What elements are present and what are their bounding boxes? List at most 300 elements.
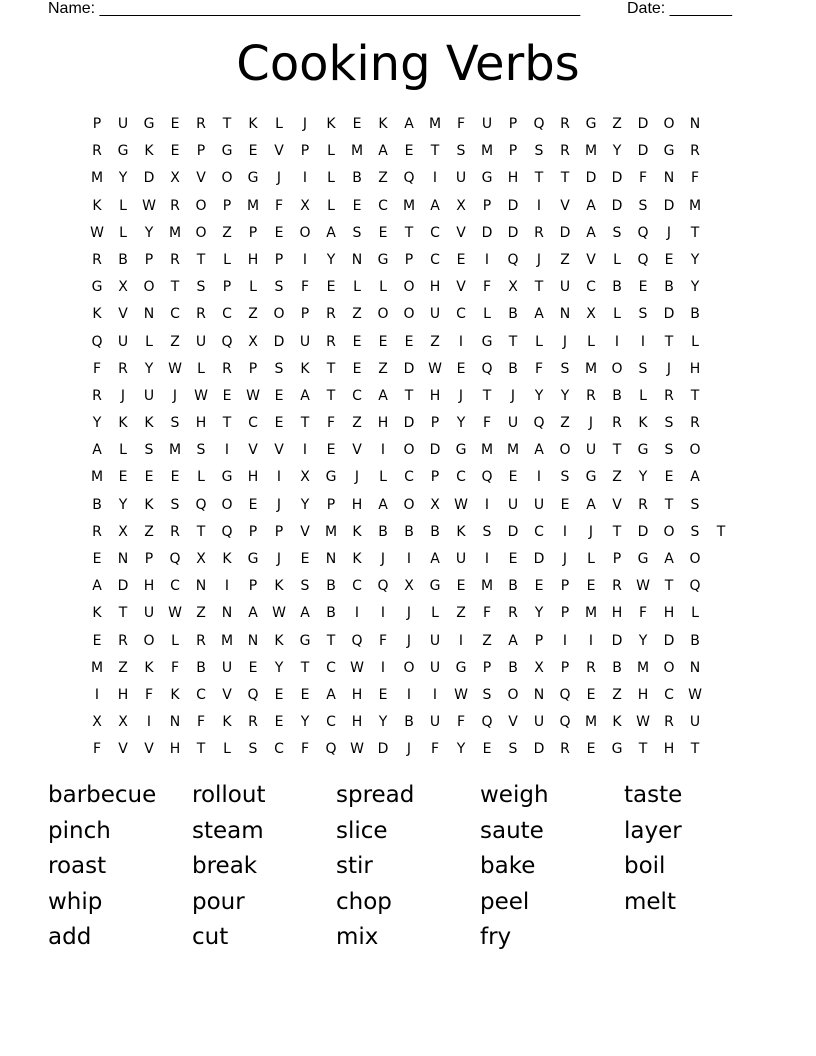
grid-letter: A: [430, 197, 440, 214]
grid-letter: X: [170, 170, 180, 187]
grid-letter: C: [534, 523, 544, 540]
grid-letter: V: [144, 741, 154, 758]
grid-letter: J: [562, 333, 568, 350]
grid-letter: G: [585, 116, 597, 132]
grid-letter: L: [275, 116, 283, 132]
grid-letter: L: [587, 551, 595, 567]
grid-letter: E: [508, 551, 518, 567]
grid-letter: R: [690, 143, 700, 160]
word-bank-item: weigh: [480, 782, 549, 808]
grid-letter: F: [326, 415, 336, 432]
grid-letter: L: [587, 333, 595, 350]
grid-letter: T: [196, 251, 206, 268]
grid-letter: T: [170, 279, 180, 296]
grid-letter: U: [221, 659, 233, 676]
word-bank-item: steam: [192, 817, 264, 844]
grid-letter: E: [482, 741, 492, 758]
grid-letter: O: [299, 224, 311, 241]
grid-letter: V: [274, 442, 284, 459]
grid-letter: H: [689, 360, 701, 377]
grid-letter: T: [326, 387, 336, 404]
grid-letter: H: [637, 686, 649, 703]
grid-letter: R: [612, 415, 622, 432]
grid-letter: E: [664, 251, 674, 268]
grid-letter: P: [534, 632, 544, 649]
grid-letter: P: [300, 306, 310, 323]
grid-letter: E: [222, 387, 232, 404]
grid-letter: C: [222, 306, 232, 323]
grid-letter: I: [536, 197, 542, 214]
grid-letter: B: [508, 578, 518, 595]
grid-letter: H: [143, 578, 155, 595]
grid-letter: R: [118, 360, 128, 377]
grid-letter: I: [224, 442, 230, 459]
grid-letter: C: [378, 197, 388, 214]
grid-letter: U: [143, 387, 155, 404]
grid-letter: M: [636, 659, 650, 676]
grid-letter: L: [249, 279, 257, 296]
grid-letter: C: [196, 686, 206, 703]
grid-letter: S: [274, 279, 284, 296]
grid-letter: T: [560, 170, 570, 187]
grid-letter: E: [586, 578, 596, 595]
grid-letter: E: [248, 143, 258, 160]
grid-letter: E: [586, 741, 596, 758]
grid-letter: T: [430, 143, 440, 160]
grid-letter: U: [689, 714, 701, 731]
grid-letter: U: [299, 333, 311, 350]
grid-letter: C: [248, 415, 258, 432]
grid-letter: I: [146, 714, 152, 731]
grid-letter: L: [535, 333, 543, 350]
grid-letter: R: [170, 197, 180, 214]
grid-letter: Y: [378, 714, 388, 731]
grid-letter: G: [637, 442, 649, 459]
grid-letter: P: [274, 251, 284, 268]
grid-letter: S: [482, 686, 492, 703]
grid-letter: I: [302, 251, 308, 268]
grid-letter: Y: [690, 279, 700, 296]
grid-letter: F: [430, 741, 440, 758]
grid-letter: V: [248, 442, 258, 459]
grid-letter: W: [90, 224, 104, 241]
grid-letter: Y: [326, 251, 336, 268]
grid-letter: F: [482, 415, 492, 432]
grid-letter: H: [611, 605, 623, 622]
grid-letter: W: [428, 360, 442, 377]
grid-letter: A: [534, 442, 544, 459]
grid-letter: T: [196, 741, 206, 758]
grid-letter: E: [352, 116, 362, 132]
grid-letter: U: [533, 714, 545, 731]
grid-letter: G: [377, 251, 389, 268]
grid-letter: F: [92, 741, 102, 758]
grid-letter: Q: [351, 632, 363, 649]
header-line: [48, 0, 748, 20]
word-bank-item: mix: [336, 924, 379, 951]
grid-letter: X: [118, 714, 128, 731]
grid-letter: V: [118, 741, 128, 758]
grid-letter: H: [117, 686, 129, 703]
grid-letter: E: [118, 469, 128, 486]
grid-letter: L: [197, 469, 205, 486]
grid-letter: O: [403, 442, 415, 459]
grid-letter: I: [458, 632, 464, 649]
grid-letter: X: [430, 496, 440, 513]
grid-row: [84, 111, 734, 138]
grid-letter: Q: [169, 551, 181, 567]
grid-letter: M: [90, 659, 104, 676]
grid-letter: P: [248, 523, 258, 540]
grid-letter: K: [274, 578, 284, 595]
grid-letter: D: [611, 197, 623, 214]
grid-letter: G: [143, 116, 155, 132]
grid-letter: T: [664, 496, 674, 513]
grid-letter: E: [92, 551, 102, 567]
grid-letter: F: [274, 197, 284, 214]
grid-letter: S: [300, 578, 310, 595]
grid-letter: S: [482, 523, 492, 540]
grid-letter: U: [507, 496, 519, 513]
grid-letter: P: [222, 279, 232, 296]
grid-letter: P: [482, 197, 492, 214]
grid-letter: P: [430, 415, 440, 432]
grid-letter: D: [403, 360, 415, 377]
grid-letter: U: [585, 442, 597, 459]
grid-letter: K: [170, 686, 180, 703]
grid-letter: Q: [325, 741, 337, 758]
grid-letter: A: [248, 605, 258, 622]
grid-letter: T: [534, 279, 544, 296]
grid-letter: E: [170, 116, 180, 132]
grid-letter: F: [300, 741, 310, 758]
grid-letter: M: [584, 714, 598, 731]
grid-letter: B: [508, 306, 518, 323]
grid-letter: P: [248, 578, 258, 595]
grid-letter: U: [429, 714, 441, 731]
grid-letter: P: [404, 251, 414, 268]
grid-letter: I: [224, 578, 230, 595]
grid-row: [84, 437, 734, 464]
grid-letter: L: [639, 387, 647, 404]
word-bank-item: stir: [336, 853, 373, 880]
grid-letter: S: [560, 360, 570, 377]
grid-letter: L: [223, 741, 231, 758]
grid-letter: M: [246, 197, 260, 214]
word-bank-item: fry: [480, 924, 512, 951]
grid-letter: E: [170, 469, 180, 486]
grid-letter: E: [300, 551, 310, 567]
grid-letter: C: [430, 224, 440, 241]
grid-letter: T: [638, 741, 648, 758]
grid-row: [84, 274, 734, 301]
grid-letter: X: [404, 578, 414, 595]
grid-letter: A: [404, 116, 414, 132]
grid-letter: R: [92, 523, 102, 540]
grid-letter: Q: [481, 714, 493, 731]
grid-letter: R: [638, 496, 648, 513]
grid-letter: H: [351, 714, 363, 731]
grid-letter: Y: [144, 224, 154, 241]
grid-letter: R: [170, 251, 180, 268]
word-search-grid: [84, 111, 734, 764]
grid-letter: S: [690, 523, 700, 540]
grid-letter: S: [248, 741, 258, 758]
grid-letter: T: [534, 170, 544, 187]
grid-letter: V: [118, 306, 128, 323]
grid-letter: X: [456, 197, 466, 214]
grid-letter: K: [248, 116, 258, 132]
grid-letter: L: [691, 605, 699, 622]
grid-letter: D: [143, 170, 155, 187]
grid-letter: B: [404, 714, 414, 731]
grid-letter: T: [664, 578, 674, 595]
grid-letter: Z: [378, 360, 388, 377]
word-bank-item: chop: [336, 888, 392, 915]
grid-letter: H: [429, 279, 441, 296]
grid-letter: C: [404, 469, 414, 486]
grid-letter: B: [664, 279, 674, 296]
word-bank-item: bake: [480, 853, 536, 880]
grid-letter: A: [378, 496, 388, 513]
grid-letter: V: [196, 170, 206, 187]
grid-letter: M: [428, 116, 442, 132]
grid-letter: G: [637, 551, 649, 567]
grid-letter: B: [196, 659, 206, 676]
grid-letter: I: [380, 605, 386, 622]
grid-letter: S: [664, 415, 674, 432]
grid-letter: D: [273, 333, 285, 350]
grid-letter: O: [143, 632, 155, 649]
grid-letter: E: [274, 714, 284, 731]
grid-letter: Q: [403, 170, 415, 187]
grid-letter: N: [351, 251, 363, 268]
grid-letter: B: [430, 523, 440, 540]
grid-letter: D: [611, 632, 623, 649]
grid-letter: W: [272, 605, 286, 622]
grid-letter: O: [663, 523, 675, 540]
grid-letter: D: [533, 551, 545, 567]
grid-letter: O: [195, 197, 207, 214]
grid-letter: R: [222, 360, 232, 377]
grid-letter: I: [432, 170, 438, 187]
grid-letter: H: [247, 251, 259, 268]
grid-letter: Q: [221, 333, 233, 350]
grid-letter: U: [559, 279, 571, 296]
grid-letter: K: [144, 143, 154, 160]
grid-letter: C: [352, 578, 362, 595]
grid-letter: U: [429, 632, 441, 649]
grid-letter: B: [508, 360, 518, 377]
grid-letter: I: [380, 659, 386, 676]
grid-letter: V: [456, 279, 466, 296]
grid-letter: F: [690, 170, 700, 187]
grid-letter: A: [586, 496, 596, 513]
grid-row: [84, 356, 734, 383]
grid-letter: O: [221, 496, 233, 513]
grid-letter: E: [352, 333, 362, 350]
grid-letter: J: [510, 387, 516, 404]
grid-letter: R: [690, 415, 700, 432]
grid-letter: R: [586, 387, 596, 404]
grid-letter: Z: [560, 415, 570, 432]
grid-letter: D: [117, 578, 129, 595]
grid-letter: K: [222, 551, 232, 567]
grid-letter: Q: [377, 578, 389, 595]
grid-letter: E: [508, 469, 518, 486]
grid-letter: I: [276, 469, 282, 486]
grid-letter: F: [300, 279, 310, 296]
grid-letter: E: [326, 279, 336, 296]
word-bank-item: pinch: [48, 817, 111, 844]
grid-row: [84, 709, 734, 736]
grid-letter: S: [690, 496, 700, 513]
grid-letter: T: [716, 523, 726, 540]
grid-letter: V: [586, 251, 596, 268]
grid-letter: E: [404, 333, 414, 350]
grid-letter: E: [274, 686, 284, 703]
word-bank-item: boil: [624, 853, 666, 880]
grid-letter: G: [481, 333, 493, 350]
grid-letter: Z: [378, 170, 388, 187]
grid-letter: Y: [144, 360, 154, 377]
grid-letter: O: [689, 442, 701, 459]
grid-letter: E: [170, 143, 180, 160]
grid-letter: X: [586, 306, 596, 323]
grid-row: [84, 628, 734, 655]
grid-letter: D: [507, 197, 519, 214]
grid-letter: C: [170, 306, 180, 323]
grid-letter: D: [429, 442, 441, 459]
grid-letter: B: [690, 632, 700, 649]
grid-letter: N: [117, 551, 129, 567]
grid-letter: G: [91, 279, 103, 296]
grid-letter: U: [455, 170, 467, 187]
grid-letter: V: [508, 714, 518, 731]
grid-letter: K: [92, 197, 102, 214]
grid-letter: S: [352, 224, 362, 241]
grid-letter: D: [403, 415, 415, 432]
grid-letter: E: [274, 387, 284, 404]
grid-row: [84, 573, 734, 600]
grid-letter: J: [276, 170, 282, 187]
grid-letter: V: [560, 197, 570, 214]
grid-letter: L: [691, 333, 699, 350]
grid-letter: D: [481, 224, 493, 241]
grid-letter: U: [455, 551, 467, 567]
grid-letter: B: [612, 659, 622, 676]
grid-letter: L: [431, 605, 439, 622]
grid-letter: T: [690, 741, 700, 758]
grid-letter: X: [92, 714, 102, 731]
grid-letter: B: [326, 578, 336, 595]
grid-letter: D: [637, 523, 649, 540]
grid-letter: L: [379, 279, 387, 296]
grid-letter: J: [276, 551, 282, 567]
grid-letter: M: [350, 143, 364, 160]
grid-letter: X: [508, 279, 518, 296]
grid-letter: Q: [507, 251, 519, 268]
grid-letter: G: [221, 143, 233, 160]
grid-letter: F: [144, 686, 154, 703]
name-field-label: Name: ______________________________________________________: [48, 0, 581, 17]
grid-row: [84, 546, 734, 573]
grid-letter: J: [588, 415, 594, 432]
grid-letter: G: [611, 741, 623, 758]
grid-letter: Q: [637, 251, 649, 268]
grid-letter: N: [533, 686, 545, 703]
grid-letter: J: [354, 469, 360, 486]
grid-row: [84, 301, 734, 328]
grid-letter: X: [300, 197, 310, 214]
grid-letter: I: [562, 523, 568, 540]
grid-letter: D: [663, 632, 675, 649]
grid-letter: S: [664, 442, 674, 459]
grid-letter: P: [248, 360, 258, 377]
grid-letter: Q: [559, 714, 571, 731]
word-bank-item: cut: [192, 924, 229, 951]
grid-letter: H: [169, 741, 181, 758]
grid-letter: N: [247, 632, 259, 649]
word-bank-item: roast: [48, 853, 107, 880]
grid-letter: N: [195, 578, 207, 595]
grid-row: [84, 464, 734, 491]
grid-letter: R: [248, 714, 258, 731]
grid-letter: H: [663, 605, 675, 622]
grid-letter: E: [326, 442, 336, 459]
grid-letter: O: [403, 306, 415, 323]
grid-letter: H: [663, 741, 675, 758]
grid-row: [84, 682, 734, 709]
grid-letter: Q: [689, 578, 701, 595]
grid-letter: H: [377, 415, 389, 432]
grid-letter: D: [637, 116, 649, 132]
grid-letter: O: [611, 360, 623, 377]
grid-row: [84, 193, 734, 220]
grid-letter: Y: [638, 632, 648, 649]
grid-letter: B: [612, 279, 622, 296]
grid-letter: I: [588, 632, 594, 649]
grid-letter: D: [507, 224, 519, 241]
grid-letter: T: [300, 659, 310, 676]
grid-letter: M: [168, 442, 182, 459]
grid-letter: Y: [92, 415, 102, 432]
grid-letter: C: [456, 469, 466, 486]
grid-letter: Q: [533, 116, 545, 132]
grid-letter: E: [560, 496, 570, 513]
grid-letter: O: [403, 279, 415, 296]
grid-letter: W: [688, 686, 702, 703]
grid-letter: A: [664, 551, 674, 567]
grid-letter: R: [196, 632, 206, 649]
grid-letter: O: [507, 686, 519, 703]
grid-letter: Z: [612, 686, 622, 703]
grid-letter: R: [92, 387, 102, 404]
grid-letter: E: [586, 686, 596, 703]
grid-letter: P: [222, 197, 232, 214]
grid-letter: D: [507, 523, 519, 540]
grid-letter: B: [404, 523, 414, 540]
grid-letter: A: [378, 143, 388, 160]
grid-letter: T: [222, 116, 232, 132]
grid-letter: B: [612, 387, 622, 404]
grid-letter: L: [379, 469, 387, 486]
grid-letter: W: [142, 197, 156, 214]
date-field-label: Date: _______: [627, 0, 732, 17]
word-bank-item: taste: [624, 782, 683, 808]
grid-letter: E: [456, 251, 466, 268]
grid-letter: R: [196, 306, 206, 323]
